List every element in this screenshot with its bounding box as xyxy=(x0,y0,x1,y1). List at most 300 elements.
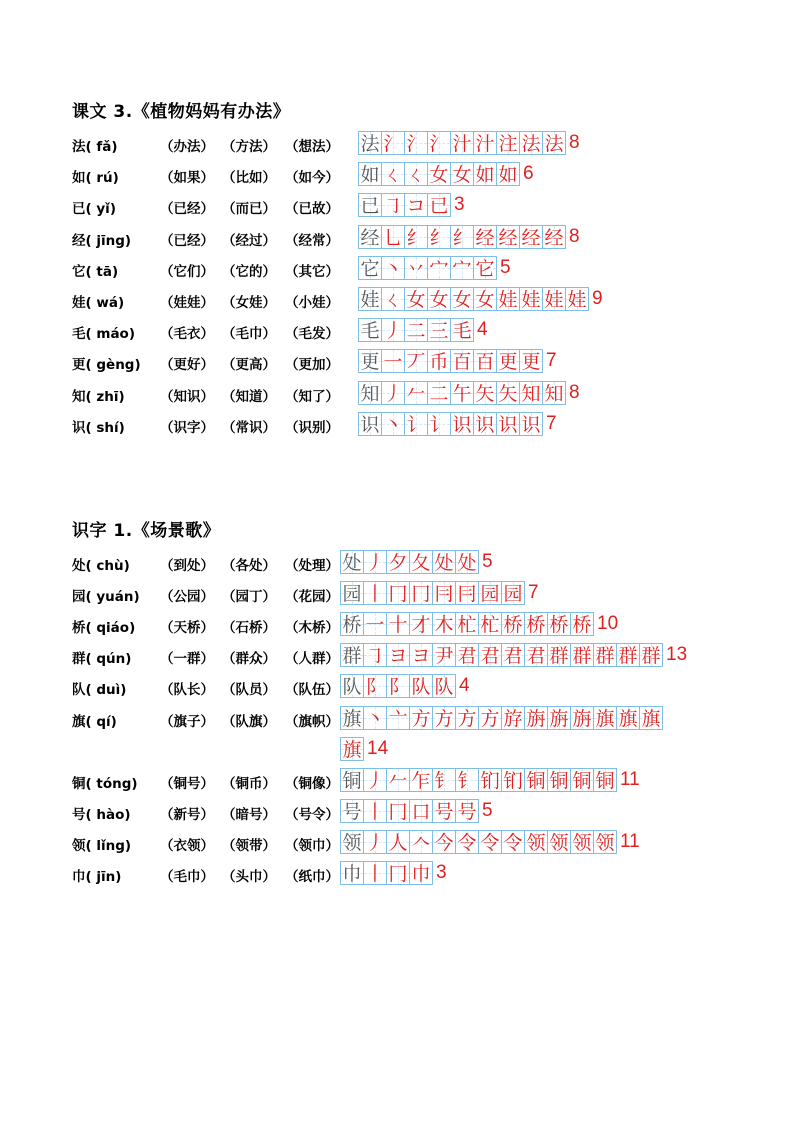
stroke-order-grid xyxy=(358,318,488,342)
stroke-step-cell xyxy=(473,256,497,280)
glyph: 令 xyxy=(457,831,477,854)
stroke-step-cell xyxy=(455,550,479,574)
stroke-step-cell xyxy=(381,131,405,155)
example-word: （识字） xyxy=(160,419,214,436)
glyph: 铜 xyxy=(595,769,615,792)
char-pinyin-label: 经( jīng) xyxy=(72,232,132,249)
stroke-step-cell xyxy=(386,706,410,730)
glyph: 汁 xyxy=(452,133,472,155)
stroke-step-cell xyxy=(519,412,543,436)
char-pinyin-label: 如( rú) xyxy=(72,170,119,187)
char-pinyin-label: 园( yuán) xyxy=(72,589,140,606)
glyph: 经 xyxy=(521,226,541,249)
character: 园 xyxy=(72,589,86,606)
stroke-step-cell xyxy=(427,256,451,280)
glyph: 丿 xyxy=(365,552,385,574)
glyph: 阝 xyxy=(388,676,408,699)
glyph: 群 xyxy=(641,645,661,668)
character: 群 xyxy=(72,651,86,668)
stroke-step-cell xyxy=(473,287,497,311)
glyph: 群 xyxy=(618,645,638,668)
model-character-cell xyxy=(340,799,364,823)
glyph: 氵 xyxy=(429,133,449,155)
stroke-order-grid xyxy=(340,737,388,761)
glyph: 园 xyxy=(503,583,523,606)
character: 号 xyxy=(72,806,86,823)
glyph: 它 xyxy=(360,257,380,280)
stroke-step-cell xyxy=(381,318,405,342)
example-word: （头巾） xyxy=(222,869,276,885)
stroke-step-cell xyxy=(478,612,502,636)
glyph: 已 xyxy=(429,195,449,218)
stroke-order-grid xyxy=(340,581,539,605)
glyph: 方 xyxy=(411,707,431,730)
char-pinyin-label: 已( yǐ) xyxy=(72,201,116,218)
stroke-count: 4 xyxy=(459,675,470,697)
example-word: （纸巾） xyxy=(285,869,339,885)
glyph: 旗 xyxy=(641,707,661,730)
stroke-step-cell xyxy=(496,225,520,249)
example-word: （其它） xyxy=(285,263,339,280)
glyph: 更 xyxy=(521,351,541,374)
stroke-step-cell xyxy=(363,861,387,885)
character: 处 xyxy=(72,558,86,574)
pinyin: wá xyxy=(96,295,118,311)
glyph: 纟 xyxy=(452,226,472,249)
glyph: ㄑ xyxy=(383,164,403,187)
stroke-step-cell xyxy=(593,706,617,730)
glyph: 纟 xyxy=(406,226,426,249)
glyph: 铜 xyxy=(526,769,546,792)
glyph: 钔 xyxy=(480,769,500,792)
glyph: 氵 xyxy=(383,133,403,155)
example-word: （毛发） xyxy=(285,326,339,343)
stroke-step-cell xyxy=(432,612,456,636)
glyph: 识 xyxy=(498,413,518,436)
character: 如 xyxy=(72,170,86,187)
stroke-step-cell xyxy=(363,550,387,574)
example-word: （衣领） xyxy=(160,837,214,854)
stroke-step-cell xyxy=(570,643,594,667)
glyph: 园 xyxy=(480,583,500,606)
stroke-step-cell xyxy=(478,706,502,730)
stroke-step-cell xyxy=(524,768,548,792)
glyph: 𠆢 xyxy=(411,831,431,854)
glyph: 丨 xyxy=(365,583,385,606)
stroke-step-cell xyxy=(427,287,451,311)
stroke-step-cell xyxy=(524,643,548,667)
glyph: 旗 xyxy=(595,707,615,730)
stroke-step-cell xyxy=(363,799,387,823)
glyph: 旃 xyxy=(549,707,569,730)
glyph: 乚 xyxy=(383,226,403,249)
stroke-order-grid xyxy=(340,674,470,698)
example-word: （园丁） xyxy=(222,589,276,606)
stroke-step-cell xyxy=(542,131,566,155)
stroke-step-cell xyxy=(501,706,525,730)
pinyin: lǐng xyxy=(96,837,125,854)
example-word: （如今） xyxy=(285,170,339,187)
glyph: 令 xyxy=(480,831,500,854)
model-character-cell xyxy=(358,318,382,342)
stroke-order-grid xyxy=(358,131,580,155)
stroke-step-cell xyxy=(593,830,617,854)
stroke-step-cell xyxy=(639,643,663,667)
stroke-step-cell xyxy=(404,193,428,217)
example-word: （识别） xyxy=(285,419,339,436)
stroke-step-cell xyxy=(427,318,451,342)
character: 法 xyxy=(72,139,86,155)
stroke-step-cell xyxy=(386,612,410,636)
stroke-step-cell xyxy=(409,550,433,574)
glyph: 杧 xyxy=(480,614,500,637)
pinyin: duì xyxy=(96,682,121,699)
example-word: （它们） xyxy=(160,263,214,280)
stroke-step-cell xyxy=(340,737,364,761)
glyph: 斿 xyxy=(503,707,523,730)
glyph: 丿 xyxy=(365,831,385,854)
char-pinyin-label: 知( zhī) xyxy=(72,388,125,405)
glyph: 钅 xyxy=(434,769,454,792)
stroke-step-cell xyxy=(432,674,456,698)
example-word: （队旗） xyxy=(222,713,276,730)
stroke-step-cell xyxy=(409,799,433,823)
example-word: （石桥） xyxy=(222,620,276,637)
stroke-step-cell xyxy=(363,706,387,730)
stroke-count: 8 xyxy=(569,381,580,403)
example-word: （想法） xyxy=(285,139,339,155)
stroke-step-cell xyxy=(639,706,663,730)
stroke-step-cell xyxy=(404,162,428,186)
glyph: 队 xyxy=(434,676,454,699)
glyph: 知 xyxy=(544,382,564,405)
stroke-step-cell xyxy=(501,581,525,605)
example-word: （旗子） xyxy=(160,713,214,730)
glyph: ㄑ xyxy=(406,164,426,187)
stroke-step-cell xyxy=(542,381,566,405)
character: 巾 xyxy=(72,869,86,885)
char-pinyin-label: 巾( jīn) xyxy=(72,869,122,885)
stroke-step-cell xyxy=(450,256,474,280)
stroke-step-cell xyxy=(363,643,387,667)
model-character-cell xyxy=(358,349,382,373)
glyph: 娃 xyxy=(360,289,380,311)
pinyin: chù xyxy=(96,558,124,574)
model-character-cell xyxy=(358,162,382,186)
stroke-step-cell xyxy=(455,830,479,854)
glyph: 旃 xyxy=(572,707,592,730)
glyph: 处 xyxy=(342,552,362,574)
stroke-order-grid xyxy=(358,287,603,311)
stroke-step-cell xyxy=(450,318,474,342)
model-character-cell xyxy=(358,225,382,249)
stroke-step-cell xyxy=(455,706,479,730)
stroke-step-cell xyxy=(381,225,405,249)
char-pinyin-label: 识( shí) xyxy=(72,419,125,436)
glyph: 𠂉 xyxy=(388,769,408,792)
example-word: （公园） xyxy=(160,589,214,606)
stroke-step-cell xyxy=(616,706,640,730)
pinyin: qí xyxy=(96,713,111,730)
pinyin: jīng xyxy=(96,232,125,249)
glyph: 方 xyxy=(457,707,477,730)
stroke-count: 9 xyxy=(592,288,603,309)
model-character-cell xyxy=(340,550,364,574)
stroke-order-grid xyxy=(358,412,557,436)
glyph: 𠂉 xyxy=(406,382,426,405)
glyph: 钅 xyxy=(457,769,477,792)
stroke-step-cell xyxy=(381,193,405,217)
stroke-step-cell xyxy=(501,768,525,792)
char-pinyin-label: 娃( wá) xyxy=(72,295,125,311)
stroke-step-cell xyxy=(409,830,433,854)
stroke-step-cell xyxy=(501,612,525,636)
glyph: 矢 xyxy=(498,382,518,405)
stroke-step-cell xyxy=(473,131,497,155)
stroke-step-cell xyxy=(496,162,520,186)
example-word: （毛衣） xyxy=(160,326,214,343)
glyph: 桥 xyxy=(549,614,569,637)
glyph: 尹 xyxy=(434,645,454,668)
stroke-count: 13 xyxy=(666,644,688,666)
example-word: （经过） xyxy=(222,232,276,249)
example-word: （方法） xyxy=(222,139,276,155)
glyph: 铜 xyxy=(572,769,592,792)
stroke-step-cell xyxy=(386,581,410,605)
stroke-step-cell xyxy=(450,131,474,155)
glyph: 讠 xyxy=(406,413,426,436)
stroke-step-cell xyxy=(386,830,410,854)
stroke-step-cell xyxy=(404,256,428,280)
stroke-step-cell xyxy=(409,643,433,667)
example-word: （更加） xyxy=(285,357,339,374)
stroke-order-grid xyxy=(358,193,465,217)
pinyin: zhī xyxy=(96,388,119,405)
example-word: （木桥） xyxy=(285,620,339,637)
glyph: 经 xyxy=(544,226,564,249)
example-word: （处理） xyxy=(285,558,339,574)
stroke-step-cell xyxy=(455,612,479,636)
stroke-count: 11 xyxy=(620,830,640,852)
model-character-cell xyxy=(358,193,382,217)
char-pinyin-label: 桥( qiáo) xyxy=(72,620,136,637)
stroke-step-cell xyxy=(363,674,387,698)
stroke-step-cell xyxy=(432,550,456,574)
glyph: 阝 xyxy=(365,676,385,699)
char-pinyin-label: 旗( qí) xyxy=(72,713,117,730)
example-word: （铜币） xyxy=(222,775,276,792)
stroke-step-cell xyxy=(478,643,502,667)
pinyin: shí xyxy=(96,419,119,436)
stroke-step-cell xyxy=(473,162,497,186)
glyph: 毛 xyxy=(452,320,472,343)
stroke-step-cell xyxy=(570,612,594,636)
stroke-step-cell xyxy=(570,830,594,854)
char-pinyin-label: 群( qún) xyxy=(72,651,132,668)
stroke-step-cell xyxy=(570,768,594,792)
stroke-count: 6 xyxy=(523,163,534,185)
stroke-order-grid xyxy=(340,861,447,885)
stroke-count: 3 xyxy=(436,862,447,883)
stroke-order-grid xyxy=(358,381,580,405)
example-word: （已故） xyxy=(285,201,339,218)
stroke-step-cell xyxy=(519,287,543,311)
stroke-step-cell xyxy=(473,349,497,373)
glyph: 处 xyxy=(434,552,454,574)
glyph: 知 xyxy=(360,382,380,405)
char-pinyin-label: 它( tā) xyxy=(72,263,119,280)
stroke-step-cell xyxy=(593,768,617,792)
stroke-step-cell xyxy=(496,381,520,405)
stroke-step-cell xyxy=(570,706,594,730)
character: 经 xyxy=(72,232,86,249)
example-word: （已经） xyxy=(160,232,214,249)
glyph: 午 xyxy=(452,382,472,405)
stroke-step-cell xyxy=(409,612,433,636)
stroke-order-grid xyxy=(340,706,662,730)
stroke-order-grid xyxy=(340,643,687,667)
stroke-step-cell xyxy=(381,162,405,186)
glyph: 领 xyxy=(342,831,362,854)
glyph: 人 xyxy=(388,831,408,854)
glyph: 法 xyxy=(521,133,541,155)
glyph: 百 xyxy=(452,351,472,374)
glyph: 百 xyxy=(475,351,495,374)
pinyin: tā xyxy=(96,263,112,280)
glyph: 冃 xyxy=(457,583,477,606)
stroke-step-cell xyxy=(496,287,520,311)
glyph: 娃 xyxy=(567,289,587,311)
glyph: 群 xyxy=(595,645,615,668)
char-pinyin-label: 队( duì) xyxy=(72,682,127,699)
glyph: 丶 xyxy=(383,413,403,436)
stroke-step-cell xyxy=(547,768,571,792)
stroke-step-cell xyxy=(450,287,474,311)
example-word: （到处） xyxy=(160,558,214,574)
stroke-order-grid xyxy=(358,349,557,373)
glyph: 桥 xyxy=(526,614,546,637)
glyph: 才 xyxy=(411,614,431,637)
example-word: （它的） xyxy=(222,263,276,280)
glyph: 丨 xyxy=(365,800,385,823)
char-pinyin-label: 毛( máo) xyxy=(72,326,135,343)
glyph: 方 xyxy=(434,707,454,730)
example-word: （女娃） xyxy=(222,295,276,311)
char-pinyin-label: 铜( tóng) xyxy=(72,775,138,792)
glyph: 队 xyxy=(342,676,362,699)
example-word: （经常） xyxy=(285,232,339,249)
character: 娃 xyxy=(72,295,86,311)
example-word: （娃娃） xyxy=(160,295,214,311)
stroke-step-cell xyxy=(386,799,410,823)
glyph: 三 xyxy=(429,320,449,343)
pinyin: hào xyxy=(96,806,125,823)
example-word: （天桥） xyxy=(160,620,214,637)
glyph: 币 xyxy=(429,351,449,374)
stroke-order-grid xyxy=(358,225,580,249)
stroke-step-cell xyxy=(386,861,410,885)
glyph: 队 xyxy=(411,676,431,699)
example-word: （群众） xyxy=(222,651,276,668)
stroke-step-cell xyxy=(450,225,474,249)
pinyin: qún xyxy=(96,651,126,668)
glyph: 知 xyxy=(521,382,541,405)
stroke-step-cell xyxy=(542,287,566,311)
stroke-step-cell xyxy=(547,830,571,854)
glyph: 一 xyxy=(383,351,403,374)
glyph: 识 xyxy=(521,413,541,436)
glyph: 桥 xyxy=(503,614,523,637)
glyph: 领 xyxy=(572,831,592,854)
example-word: （队长） xyxy=(160,682,214,699)
glyph: 君 xyxy=(503,645,523,668)
character: 旗 xyxy=(72,713,86,730)
stroke-step-cell xyxy=(363,768,387,792)
glyph: 女 xyxy=(452,164,472,187)
stroke-step-cell xyxy=(524,830,548,854)
model-character-cell xyxy=(340,674,364,698)
glyph: 旗 xyxy=(618,707,638,730)
stroke-step-cell xyxy=(381,412,405,436)
stroke-order-grid xyxy=(340,830,640,854)
stroke-step-cell xyxy=(427,349,451,373)
glyph: 氵 xyxy=(406,133,426,155)
glyph: 号 xyxy=(434,800,454,823)
example-word: （知识） xyxy=(160,388,214,405)
glyph: 口 xyxy=(411,800,431,823)
example-word: （比如） xyxy=(222,170,276,187)
pinyin: yǐ xyxy=(96,201,110,218)
glyph: 更 xyxy=(360,351,380,374)
glyph: 领 xyxy=(526,831,546,854)
stroke-step-cell xyxy=(363,612,387,636)
stroke-step-cell xyxy=(547,706,571,730)
glyph: 二 xyxy=(406,320,426,343)
glyph: 夂 xyxy=(411,552,431,574)
stroke-step-cell xyxy=(519,131,543,155)
example-word: （铜号） xyxy=(160,775,214,792)
glyph: 识 xyxy=(452,413,472,436)
stroke-count: 11 xyxy=(620,768,640,790)
pinyin: gèng xyxy=(96,357,135,374)
example-word: （毛巾） xyxy=(222,326,276,343)
example-word: （小娃） xyxy=(285,295,339,311)
stroke-step-cell xyxy=(381,349,405,373)
example-word: （铜像） xyxy=(285,775,339,792)
stroke-step-cell xyxy=(404,287,428,311)
stroke-step-cell xyxy=(524,612,548,636)
glyph: 丷 xyxy=(406,257,426,280)
stroke-step-cell xyxy=(381,381,405,405)
stroke-step-cell xyxy=(478,581,502,605)
stroke-order-grid xyxy=(340,550,493,574)
stroke-order-grid xyxy=(358,162,534,186)
stroke-step-cell xyxy=(455,768,479,792)
character: 铜 xyxy=(72,775,86,792)
stroke-step-cell xyxy=(381,256,405,280)
stroke-step-cell xyxy=(473,381,497,405)
glyph: 杧 xyxy=(457,614,477,637)
glyph: 巾 xyxy=(342,863,362,885)
model-character-cell xyxy=(358,412,382,436)
glyph: 法 xyxy=(360,133,380,155)
glyph: 女 xyxy=(406,289,426,311)
glyph: 识 xyxy=(360,413,380,436)
glyph: 群 xyxy=(549,645,569,668)
stroke-count: 5 xyxy=(500,256,511,278)
stroke-step-cell xyxy=(427,131,451,155)
stroke-step-cell xyxy=(427,162,451,186)
